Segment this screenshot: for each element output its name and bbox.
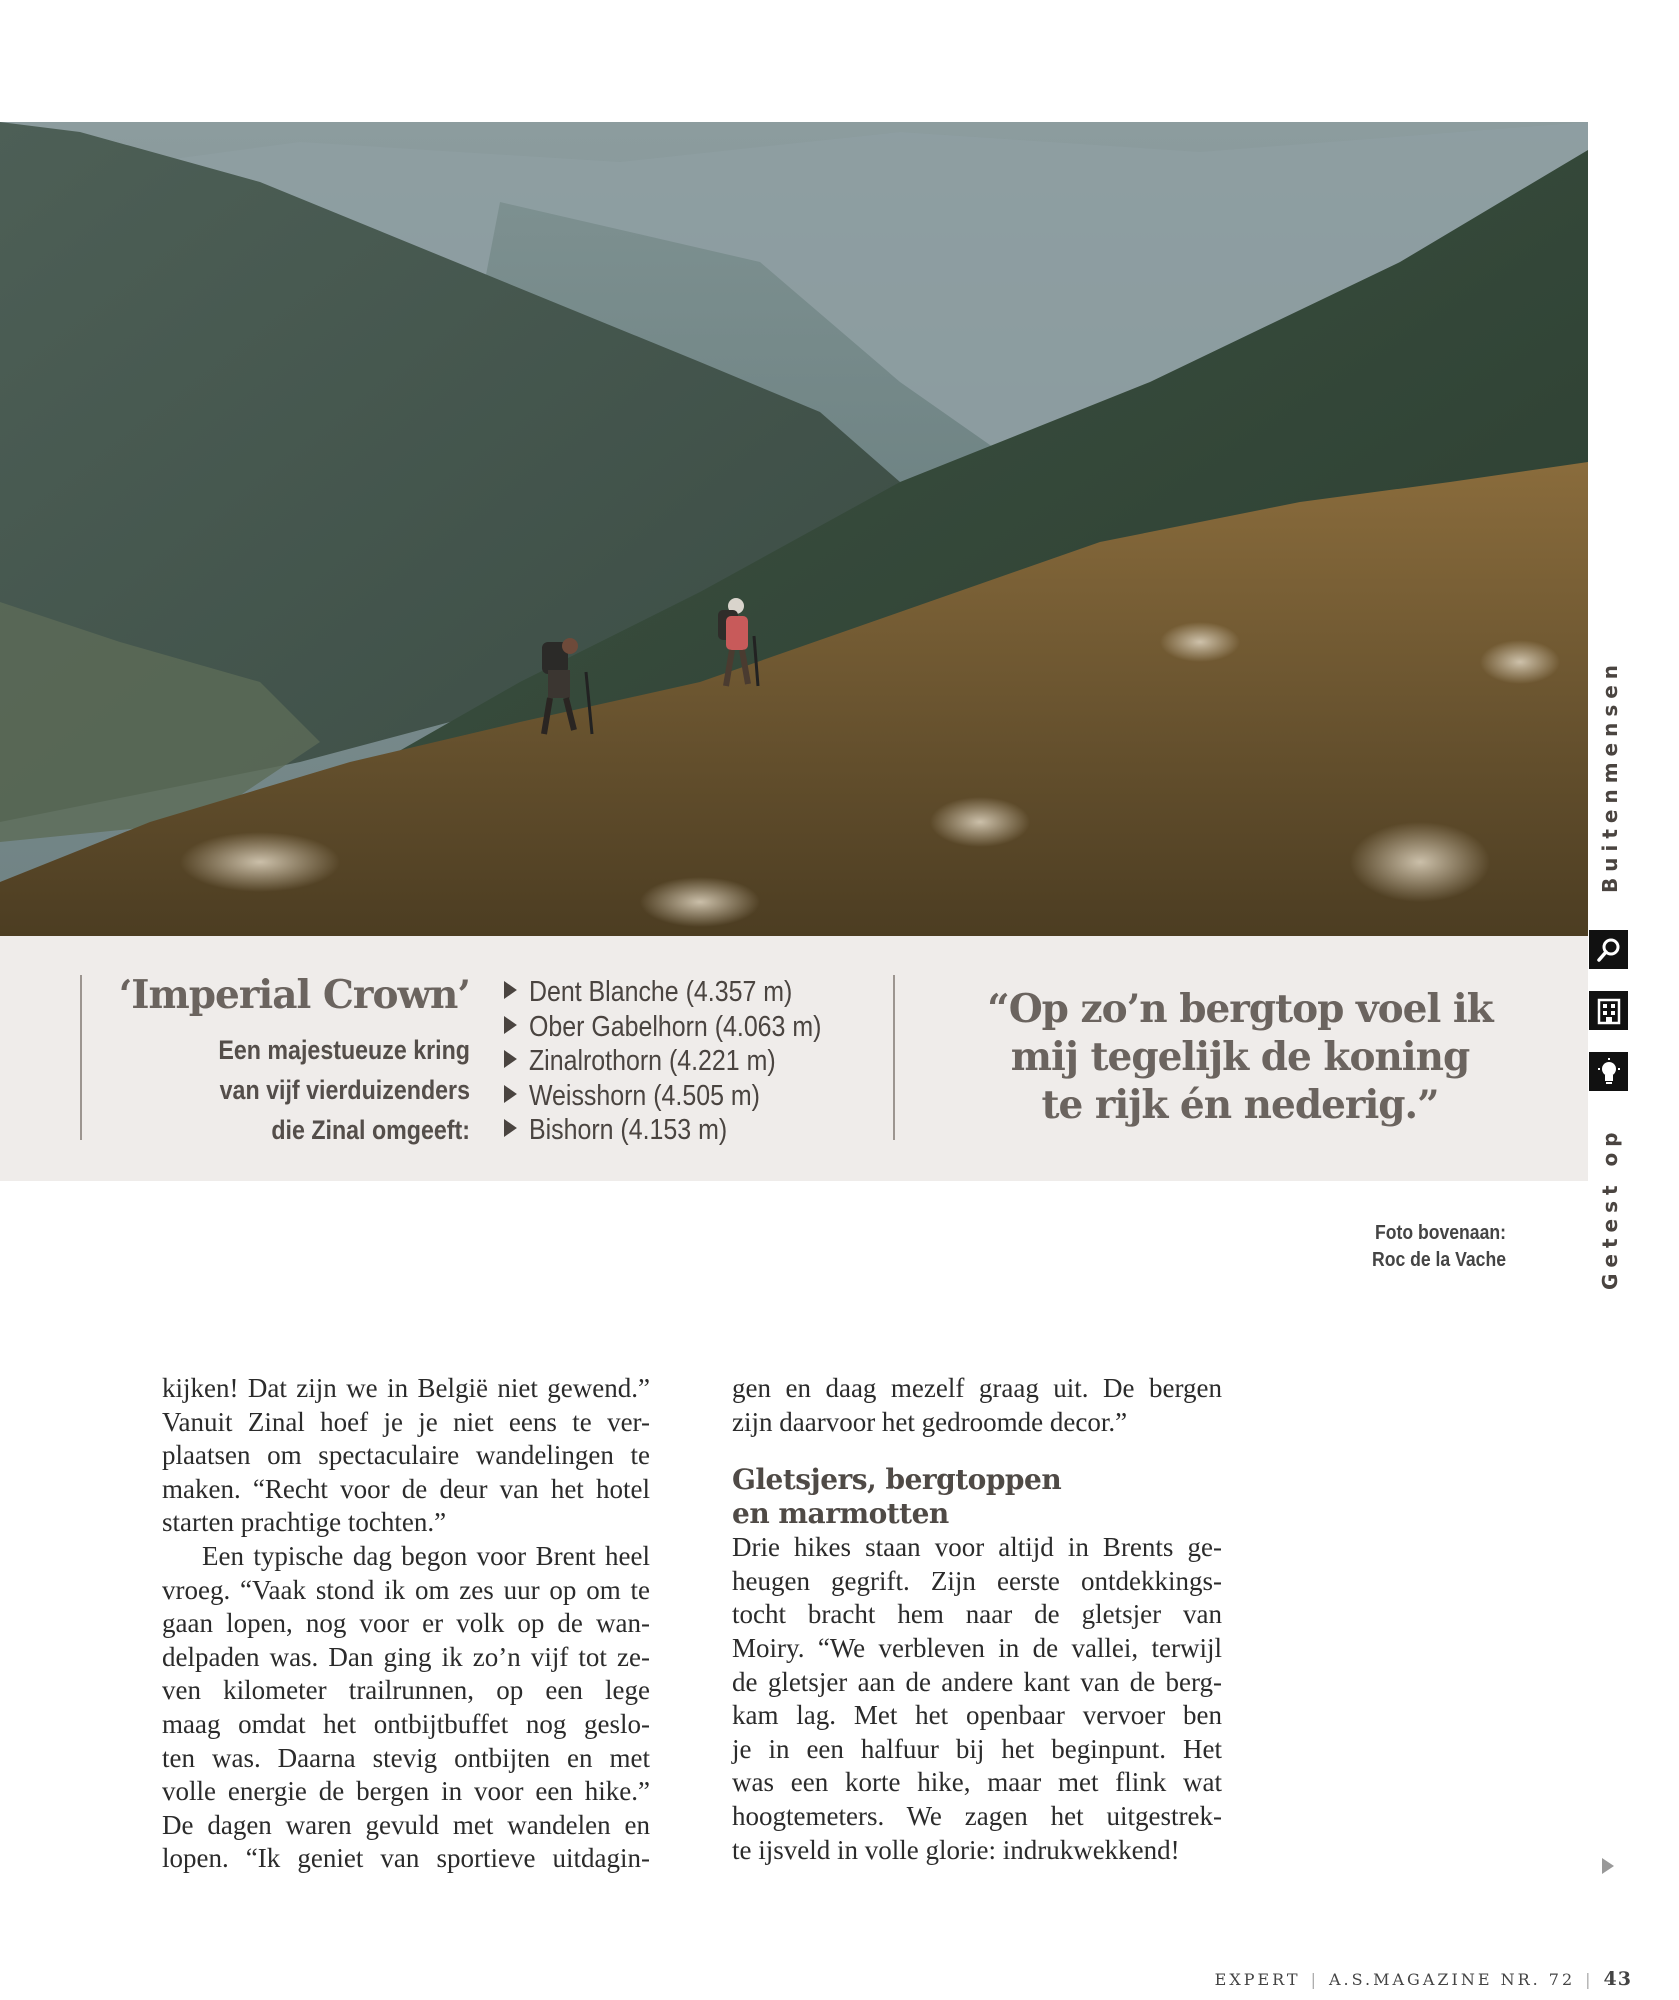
body-line: kijken! Dat zijn we in België niet gewend.” [162,1373,650,1403]
next-page-arrow-icon[interactable] [1602,1858,1614,1874]
band-divider-left [80,975,82,1140]
body-line: heugen gegrift. Zijn eerste ontdekkings- [732,1565,1222,1596]
imperial-crown-subtitle [195,1030,470,1150]
mountain-landscape-illustration [0,122,1588,936]
body-line: delpaden was. Dan ging ik zo’n vijf tot ze- [162,1641,650,1672]
lightbulb-icon[interactable] [1589,1052,1628,1091]
subtitle-line: Een majestueuze kring [218,1035,470,1065]
imperial-crown-title: ‘Imperial Crown’ [118,972,470,1018]
footer-section: EXPERT [1214,1970,1301,1989]
body-line: gen en daag mezelf graag uit. De bergen [732,1373,1222,1403]
quote-line: te rijk én nederig.” [1041,1082,1439,1128]
body-line: maken. “Recht voor de deur van het hotel [162,1473,650,1504]
body-line: starten prachtige tochten.” [162,1507,447,1538]
peak-item [504,1010,822,1045]
body-line: gaan lopen, nog voor er volk op de wan- [162,1608,650,1639]
body-line: tocht bracht hem naar de gletsjer van [732,1599,1222,1630]
read-on-label: Getest op [1598,1126,1622,1290]
body-line: Vanuit Zinal hoef je je niet eens te ver- [162,1406,650,1437]
peak-label: Dent Blanche (4.357 m) [528,976,793,1008]
body-line: ten was. Daarna stevig ontbijten en met [162,1742,650,1773]
triangle-bullet-icon [504,1016,517,1034]
page-footer [1120,1968,1632,1990]
triangle-bullet-icon [504,981,517,999]
body-line: lopen. “Ik geniet van sportieve uitdagin- [162,1843,650,1874]
body-line: kam lag. Met het openbaar vervoer ben [732,1700,1222,1731]
article-column-right [732,1372,1222,1867]
body-line: de gletsjer aan de andere kant van de berg- [732,1666,1222,1697]
subtitle-line: van vijf vierduizenders [219,1075,470,1105]
peak-label: Zinalrothorn (4.221 m) [528,1045,776,1077]
body-line: volle energie de bergen in voor een hike.” [162,1776,650,1807]
triangle-bullet-icon [504,1085,517,1103]
peak-label: Ober Gabelhorn (4.063 m) [528,1010,822,1043]
triangle-bullet-icon [504,1050,517,1068]
footer-separator: | [1585,1970,1594,1989]
pull-quote [930,985,1550,1129]
footer-magazine: A.S.MAGAZINE NR. 72 [1328,1970,1576,1989]
body-line: vroeg. “Vaak stond ik om zes uur op om te [162,1574,650,1605]
body-line: maag omdat het ontbijtbuffet nog geslo- [162,1708,650,1739]
peak-label: Bishorn (4.153 m) [528,1114,728,1146]
subheading-line: en marmotten [732,1497,949,1531]
peak-item [504,1079,814,1114]
body-line: hoogtemeters. We zagen het uitgestrek- [732,1800,1222,1831]
quote-line: mij tegelijk de koning [1010,1034,1470,1080]
photo-credit [1307,1220,1506,1274]
body-line: Drie hikes staan voor altijd in Brents ge- [732,1532,1222,1563]
band-divider-right [893,975,895,1140]
section-label: Buitenmensen [1598,658,1622,893]
subtitle-line: die Zinal omgeeft: [271,1115,470,1145]
subheading-line: Gletsjers, bergtoppen [732,1463,1062,1497]
credit-label: Foto bovenaan: [1374,1222,1506,1244]
body-line: Een typische dag begon voor Brent heel [202,1540,650,1571]
body-line: plaatsen om spectaculaire wandelingen te [162,1440,650,1471]
body-line: je in een halfuur bij het beginpunt. Het [732,1733,1222,1764]
peak-item [504,1044,814,1079]
footer-separator: | [1310,1970,1319,1989]
section-subheading [732,1463,1222,1531]
peak-item [504,975,814,1010]
page-number: 43 [1603,1968,1632,1990]
credit-place: Roc de la Vache [1371,1249,1506,1271]
triangle-bullet-icon [504,1119,517,1137]
hero-photo [0,122,1588,936]
body-line: Moiry. “We verbleven in de vallei, terwijl [732,1632,1222,1663]
body-line: te ijsveld in volle glorie: indrukwekkend! [732,1834,1180,1865]
peak-item [504,1113,814,1148]
quote-line: “Op zo’n bergtop voel ik [987,986,1493,1032]
search-icon[interactable] [1589,930,1628,969]
body-line: was een korte hike, maar met flink wat [732,1767,1222,1798]
article-column-left [162,1372,650,1876]
hotel-icon[interactable] [1589,991,1628,1030]
peaks-list [504,975,864,1148]
peak-label: Weisshorn (4.505 m) [528,1079,760,1112]
body-line: ven kilometer trailrunnen, op een lege [162,1675,650,1706]
body-line: De dagen waren gevuld met wandelen en [162,1809,650,1840]
body-line: zijn daarvoor het gedroomde decor.” [732,1406,1128,1437]
